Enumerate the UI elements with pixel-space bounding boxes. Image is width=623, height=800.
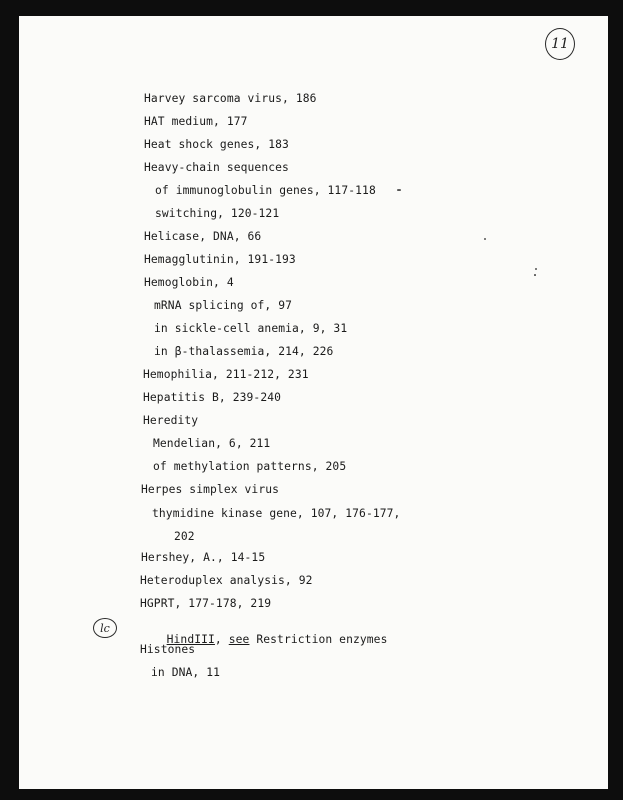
see-target: Restriction enzymes	[249, 633, 388, 646]
index-entry: HAT medium, 177	[144, 115, 248, 128]
index-subentry: switching, 120-121	[155, 207, 280, 220]
index-entry: Heat shock genes, 183	[144, 138, 289, 151]
ink-speck	[484, 238, 486, 240]
index-subentry: of methylation patterns, 205	[153, 460, 347, 473]
index-subentry: in sickle-cell anemia, 9, 31	[154, 322, 348, 335]
index-entry: Hemophilia, 211-212, 231	[143, 368, 309, 381]
index-subentry: in DNA, 11	[151, 666, 221, 679]
page-number-text: 11	[551, 36, 569, 52]
index-entry: Histones	[140, 643, 196, 656]
index-continuation: 202	[174, 530, 195, 543]
index-entry: Heredity	[143, 414, 199, 427]
ink-speck	[535, 268, 537, 270]
index-entry: Harvey sarcoma virus, 186	[144, 92, 317, 105]
index-entry: Herpes simplex virus	[141, 483, 280, 496]
index-subentry: mRNA splicing of, 97	[154, 299, 293, 312]
hindiii-separator: ,	[214, 633, 229, 646]
index-entry: Hepatitis B, 239-240	[143, 391, 282, 404]
ink-speck	[534, 274, 536, 276]
index-subentry: of immunoglobulin genes, 117-118	[155, 184, 376, 197]
index-entry: Helicase, DNA, 66	[144, 230, 262, 243]
see-reference: see	[228, 633, 250, 646]
index-subentry: thymidine kinase gene, 107, 176-177,	[152, 507, 401, 520]
index-subentry: in β-thalassemia, 214, 226	[154, 345, 334, 358]
hindiii-name: HindIII	[166, 633, 215, 646]
index-entry: Heavy-chain sequences	[144, 161, 289, 174]
index-entry: HGPRT, 177-178, 219	[140, 597, 272, 610]
index-subentry: Mendelian, 6, 211	[153, 437, 271, 450]
ink-speck	[397, 189, 401, 191]
margin-mark-text: lc	[100, 621, 110, 635]
editor-margin-mark	[93, 618, 117, 638]
index-entry: Hershey, A., 14-15	[141, 551, 266, 564]
index-entry: Hemoglobin, 4	[144, 276, 234, 289]
index-entry: Heteroduplex analysis, 92	[140, 574, 313, 587]
index-entry: Hemagglutinin, 191-193	[144, 253, 296, 266]
